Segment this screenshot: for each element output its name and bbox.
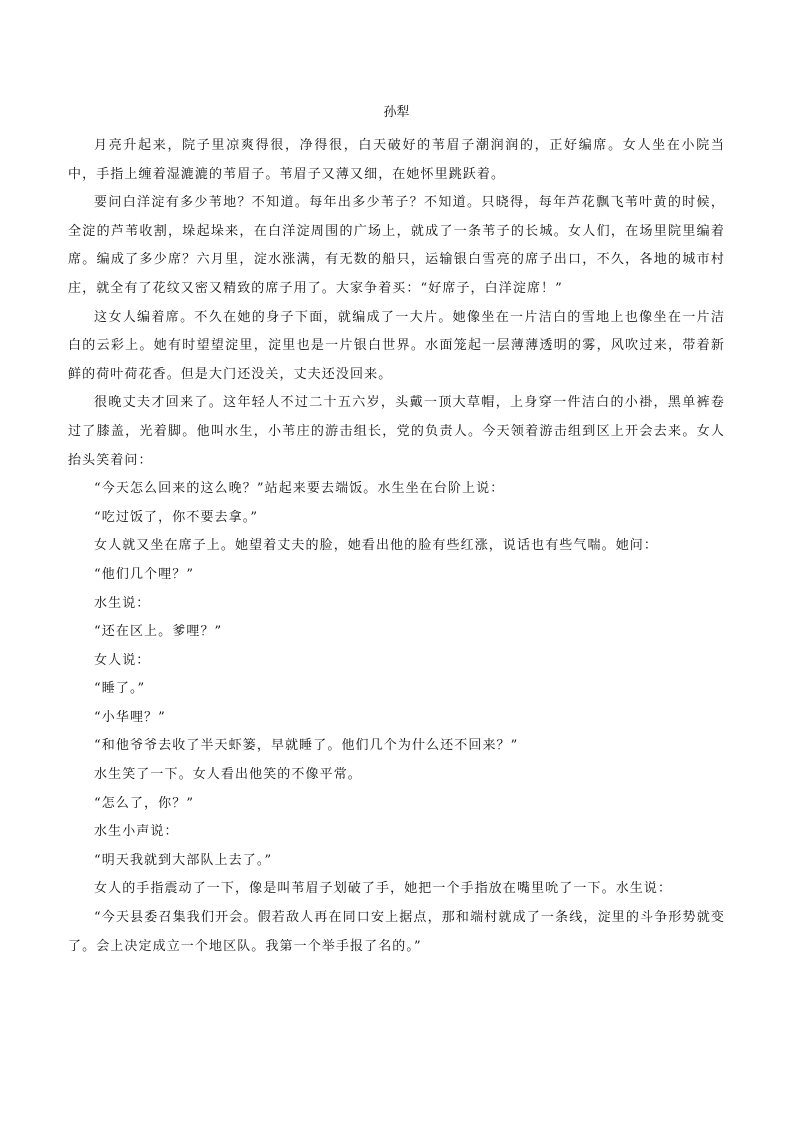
paragraph: “今天县委召集我们开会。假若敌人再在同口安上据点，那和端村就成了一条线，淀里的斗争形势就变了。会上决定成立一个地区队。我第一个举手报了名的。” <box>68 910 725 954</box>
paragraph: 女人说： <box>94 652 151 668</box>
paragraph: “今天怎么回来的这么晚？”站起来要去端饭。水生坐在台阶上说： <box>94 481 505 497</box>
paragraph: 要问白洋淀有多少苇地？不知道。每年出多少苇子？不知道。只晓得，每年芦花飘飞苇叶黄的时候，全淀的芦苇收割，垛起垛来，在白洋淀周围的广场上，就成了一条苇子的长城。女人们，在场里院里编着席。编成了多少席？六月里，淀水涨满，有无数的船只，运输银白雪亮的席子出口，不久，各地的城市村庄，就全有了花纹又密又精致的席子用了。大家争着买：“好席子，白洋淀席！” <box>68 195 725 296</box>
paragraph: “还在区上。爹哩？” <box>94 624 223 640</box>
paragraph: “他们几个哩？” <box>94 566 195 582</box>
paragraph: 水生说： <box>94 595 151 611</box>
paragraph: 月亮升起来，院子里凉爽得很，净得很，白天破好的苇眉子潮润润的，正好编席。女人坐在小院当中，手指上缠着湿漉漉的苇眉子。苇眉子又薄又细，在她怀里跳跃着。 <box>68 138 725 182</box>
paragraph: 这女人编着席。不久在她的身子下面，就编成了一大片。她像坐在一片洁白的雪地上也像坐在一片洁白的云彩上。她有时望望淀里，淀里也是一片银白世界。水面笼起一层薄薄透明的雾，风吹过来，带着新鲜的荷叶荷花香。但是大门还没关，丈夫还没回来。 <box>68 309 725 382</box>
paragraph: 水生小声说： <box>94 824 179 840</box>
paragraph: “小华哩？” <box>94 709 166 725</box>
paragraph: “明天我就到大部队上去了。” <box>94 852 273 868</box>
paragraph: 女人的手指震动了一下，像是叫苇眉子划破了手，她把一个手指放在嘴里吮了一下。水生说： <box>94 881 673 897</box>
paragraph: “吃过饭了，你不要去拿。” <box>94 509 259 525</box>
article-body <box>68 132 725 961</box>
author-name: 孙犁 <box>383 105 410 120</box>
paragraph: “睡了。” <box>94 681 146 697</box>
paragraph: 女人就又坐在席子上。她望着丈夫的脸，她看出他的脸有些红涨，说话也有些气喘。她问： <box>94 538 659 554</box>
paragraph: 水生笑了一下。女人看出他笑的不像平常。 <box>94 767 362 783</box>
paragraph: “和他爷爷去收了半天虾篓，早就睡了。他们几个为什么还不回来？” <box>94 738 519 754</box>
paragraph: “怎么了，你？” <box>94 795 195 811</box>
paragraph: 很晚丈夫才回来了。这年轻人不过二十五六岁，头戴一顶大草帽，上身穿一件洁白的小褂，黑单裤卷过了膝盖，光着脚。他叫水生，小苇庄的游击组长，党的负责人。今天领着游击组到区上开会去来。女人抬头笑着问： <box>68 395 725 468</box>
